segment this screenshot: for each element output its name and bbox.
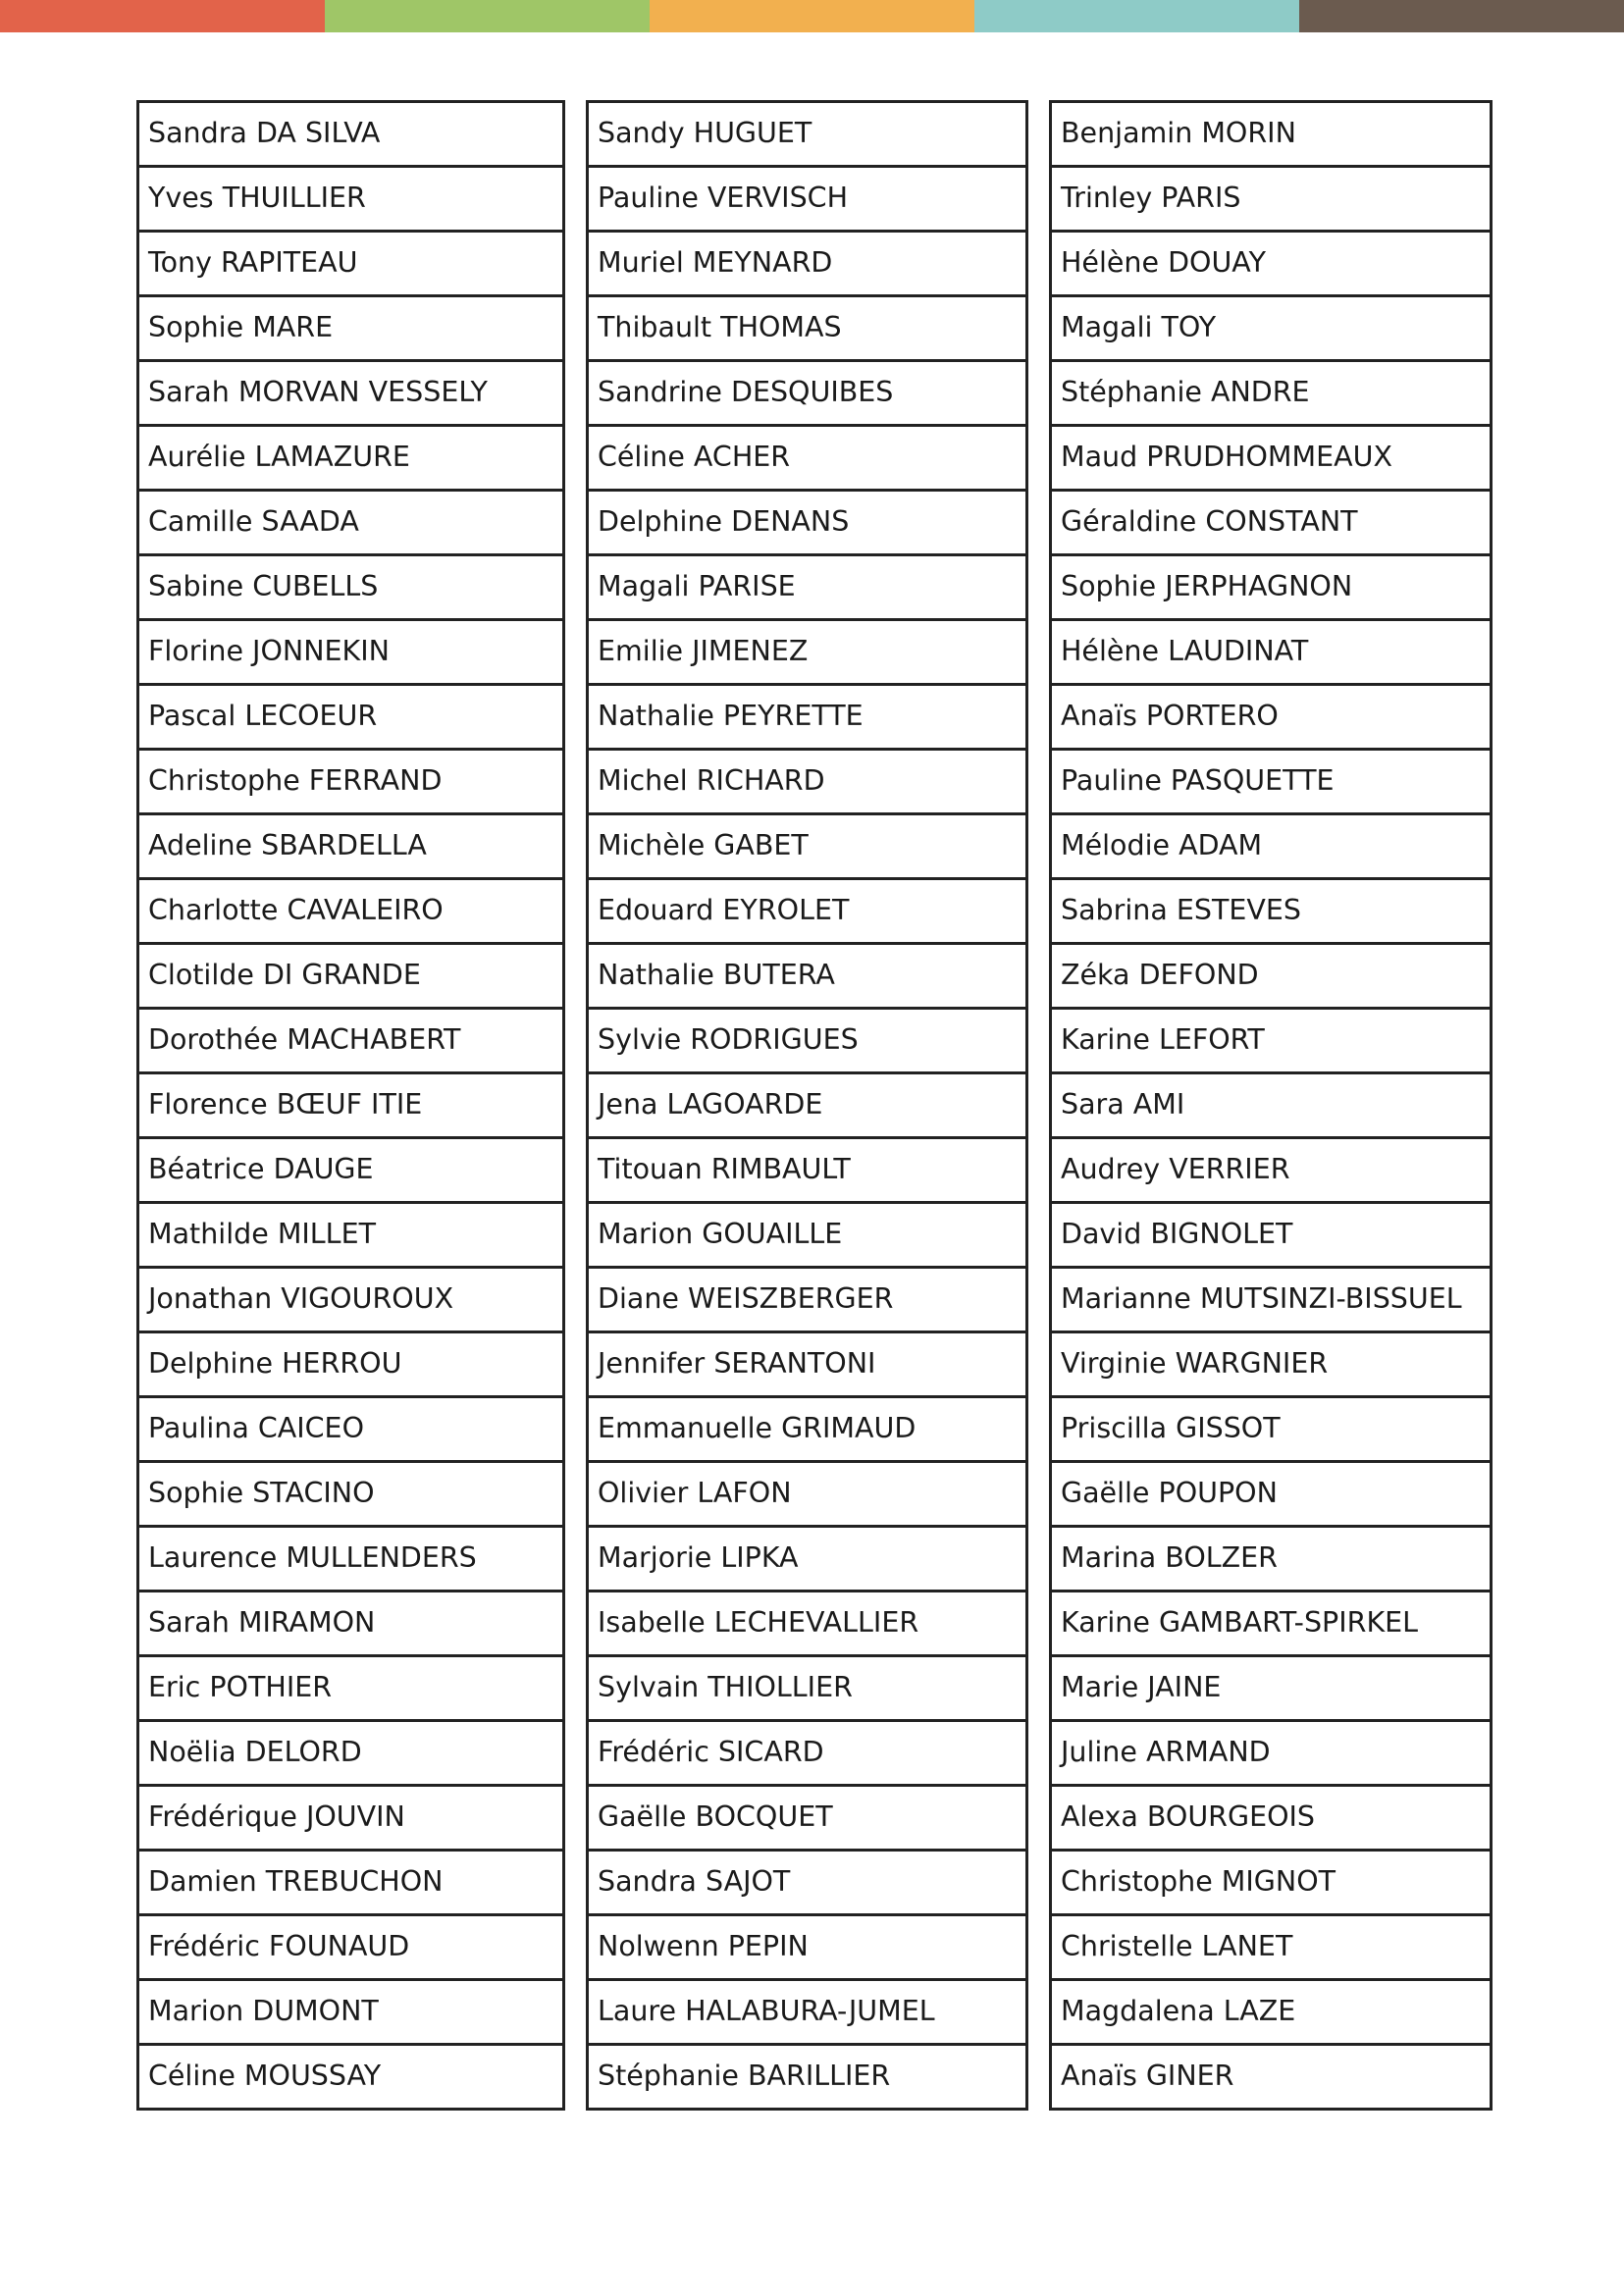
name-cell: Hélène DOUAY bbox=[1051, 232, 1492, 296]
table-row bbox=[1051, 426, 1492, 491]
table-row bbox=[588, 426, 1027, 491]
table-row bbox=[138, 1786, 564, 1851]
color-segment-brown bbox=[1299, 0, 1624, 32]
name-cell: Sylvie RODRIGUES bbox=[588, 1009, 1027, 1073]
table-row bbox=[138, 1332, 564, 1397]
table-row bbox=[1051, 1203, 1492, 1268]
name-cell: Florine JONNEKIN bbox=[138, 620, 564, 685]
table-row bbox=[1051, 620, 1492, 685]
table-row bbox=[138, 1915, 564, 1980]
table-row bbox=[1051, 879, 1492, 944]
name-cell: Frédéric FOUNAUD bbox=[138, 1915, 564, 1980]
name-cell: Isabelle LECHEVALLIER bbox=[588, 1592, 1027, 1656]
name-cell: Gaëlle BOCQUET bbox=[588, 1786, 1027, 1851]
name-cell: Thibault THOMAS bbox=[588, 296, 1027, 361]
table-row bbox=[138, 1851, 564, 1915]
name-cell: Florence BŒUF ITIE bbox=[138, 1073, 564, 1138]
table-row bbox=[138, 685, 564, 750]
name-cell: Titouan RIMBAULT bbox=[588, 1138, 1027, 1203]
table-row bbox=[138, 1203, 564, 1268]
name-cell: Benjamin MORIN bbox=[1051, 102, 1492, 167]
table-row bbox=[588, 750, 1027, 814]
table-row bbox=[588, 1721, 1027, 1786]
name-cell: Yves THUILLIER bbox=[138, 167, 564, 232]
table-row bbox=[1051, 2045, 1492, 2110]
name-cell: Pauline PASQUETTE bbox=[1051, 750, 1492, 814]
name-cell: Muriel MEYNARD bbox=[588, 232, 1027, 296]
table-row bbox=[138, 491, 564, 555]
table-row bbox=[138, 296, 564, 361]
table-row bbox=[1051, 1397, 1492, 1462]
table-row bbox=[588, 232, 1027, 296]
name-cell: Karine GAMBART-SPIRKEL bbox=[1051, 1592, 1492, 1656]
name-cell: Frédérique JOUVIN bbox=[138, 1786, 564, 1851]
name-cell: Sophie JERPHAGNON bbox=[1051, 555, 1492, 620]
name-cell: Gaëlle POUPON bbox=[1051, 1462, 1492, 1527]
name-cell: Magali TOY bbox=[1051, 296, 1492, 361]
name-cell: Sarah MORVAN VESSELY bbox=[138, 361, 564, 426]
name-cell: Géraldine CONSTANT bbox=[1051, 491, 1492, 555]
table-row bbox=[138, 426, 564, 491]
table-row bbox=[1051, 944, 1492, 1009]
name-cell: Sandra DA SILVA bbox=[138, 102, 564, 167]
name-cell: Céline MOUSSAY bbox=[138, 2045, 564, 2110]
table-row bbox=[138, 620, 564, 685]
name-cell: Anaïs GINER bbox=[1051, 2045, 1492, 2110]
name-cell: Laure HALABURA-JUMEL bbox=[588, 1980, 1027, 2045]
color-segment-yellow bbox=[650, 0, 974, 32]
name-cell: Delphine HERROU bbox=[138, 1332, 564, 1397]
name-cell: Tony RAPITEAU bbox=[138, 232, 564, 296]
name-cell: Marjorie LIPKA bbox=[588, 1527, 1027, 1592]
name-cell: Pascal LECOEUR bbox=[138, 685, 564, 750]
table-row bbox=[588, 1656, 1027, 1721]
table-row bbox=[588, 1009, 1027, 1073]
name-cell: Sara AMI bbox=[1051, 1073, 1492, 1138]
name-cell: Jonathan VIGOUROUX bbox=[138, 1268, 564, 1332]
table-row bbox=[588, 2045, 1027, 2110]
name-cell: Jena LAGOARDE bbox=[588, 1073, 1027, 1138]
table-row bbox=[1051, 1073, 1492, 1138]
table-row bbox=[588, 1592, 1027, 1656]
name-cell: Christelle LANET bbox=[1051, 1915, 1492, 1980]
table-row bbox=[588, 491, 1027, 555]
name-cell: Sandra SAJOT bbox=[588, 1851, 1027, 1915]
name-cell: Delphine DENANS bbox=[588, 491, 1027, 555]
table-row bbox=[1051, 1721, 1492, 1786]
name-cell: Sandrine DESQUIBES bbox=[588, 361, 1027, 426]
name-cell: Edouard EYROLET bbox=[588, 879, 1027, 944]
table-row bbox=[1051, 1462, 1492, 1527]
table-row bbox=[138, 814, 564, 879]
name-cell: Michel RICHARD bbox=[588, 750, 1027, 814]
name-column-1 bbox=[136, 100, 565, 2111]
table-row bbox=[1051, 1786, 1492, 1851]
table-row bbox=[588, 944, 1027, 1009]
name-cell: Clotilde DI GRANDE bbox=[138, 944, 564, 1009]
table-row bbox=[588, 1786, 1027, 1851]
table-row bbox=[1051, 296, 1492, 361]
table-row bbox=[1051, 1268, 1492, 1332]
table-row bbox=[1051, 750, 1492, 814]
name-cell: Karine LEFORT bbox=[1051, 1009, 1492, 1073]
name-cell: Céline ACHER bbox=[588, 426, 1027, 491]
table-row bbox=[1051, 1656, 1492, 1721]
table-row bbox=[138, 879, 564, 944]
name-cell: Nathalie PEYRETTE bbox=[588, 685, 1027, 750]
name-cell: Christophe MIGNOT bbox=[1051, 1851, 1492, 1915]
name-cell: Sabine CUBELLS bbox=[138, 555, 564, 620]
name-column-2 bbox=[586, 100, 1028, 2111]
table-row bbox=[588, 1073, 1027, 1138]
name-cell: Michèle GABET bbox=[588, 814, 1027, 879]
table-row bbox=[138, 167, 564, 232]
table-row bbox=[138, 555, 564, 620]
table-row bbox=[138, 1138, 564, 1203]
table-row bbox=[138, 102, 564, 167]
name-cell: Anaïs PORTERO bbox=[1051, 685, 1492, 750]
table-row bbox=[1051, 491, 1492, 555]
table-row bbox=[138, 361, 564, 426]
name-cell: Aurélie LAMAZURE bbox=[138, 426, 564, 491]
name-cell: David BIGNOLET bbox=[1051, 1203, 1492, 1268]
table-row bbox=[588, 1915, 1027, 1980]
name-cell: Magdalena LAZE bbox=[1051, 1980, 1492, 2045]
name-cell: Maud PRUDHOMMEAUX bbox=[1051, 426, 1492, 491]
table-row bbox=[1051, 1592, 1492, 1656]
table-row bbox=[1051, 555, 1492, 620]
top-color-bar bbox=[0, 0, 1624, 32]
table-row bbox=[588, 555, 1027, 620]
table-row bbox=[1051, 1980, 1492, 2045]
name-cell: Sarah MIRAMON bbox=[138, 1592, 564, 1656]
name-cell: Emmanuelle GRIMAUD bbox=[588, 1397, 1027, 1462]
name-cell: Sandy HUGUET bbox=[588, 102, 1027, 167]
name-cell: Marion DUMONT bbox=[138, 1980, 564, 2045]
table-row bbox=[588, 361, 1027, 426]
name-cell: Sophie MARE bbox=[138, 296, 564, 361]
table-row bbox=[138, 2045, 564, 2110]
name-cell: Stéphanie BARILLIER bbox=[588, 2045, 1027, 2110]
table-row bbox=[588, 1332, 1027, 1397]
table-row bbox=[588, 620, 1027, 685]
name-cell: Sabrina ESTEVES bbox=[1051, 879, 1492, 944]
table-row bbox=[138, 232, 564, 296]
name-cell: Paulina CAICEO bbox=[138, 1397, 564, 1462]
name-cell: Priscilla GISSOT bbox=[1051, 1397, 1492, 1462]
table-row bbox=[1051, 814, 1492, 879]
table-row bbox=[588, 102, 1027, 167]
name-cell: Camille SAADA bbox=[138, 491, 564, 555]
name-cell: Damien TREBUCHON bbox=[138, 1851, 564, 1915]
name-cell: Nolwenn PEPIN bbox=[588, 1915, 1027, 1980]
name-cell: Marion GOUAILLE bbox=[588, 1203, 1027, 1268]
table-row bbox=[588, 1268, 1027, 1332]
table-row bbox=[588, 296, 1027, 361]
table-row bbox=[138, 1462, 564, 1527]
name-cell: Juline ARMAND bbox=[1051, 1721, 1492, 1786]
table-row bbox=[588, 1851, 1027, 1915]
name-cell: Marie JAINE bbox=[1051, 1656, 1492, 1721]
table-row bbox=[1051, 232, 1492, 296]
name-cell: Trinley PARIS bbox=[1051, 167, 1492, 232]
table-row bbox=[138, 1268, 564, 1332]
table-row bbox=[138, 1073, 564, 1138]
table-row bbox=[588, 1203, 1027, 1268]
name-cell: Zéka DEFOND bbox=[1051, 944, 1492, 1009]
name-cell: Pauline VERVISCH bbox=[588, 167, 1027, 232]
name-cell: Emilie JIMENEZ bbox=[588, 620, 1027, 685]
table-row bbox=[588, 1397, 1027, 1462]
name-cell: Charlotte CAVALEIRO bbox=[138, 879, 564, 944]
color-segment-orange bbox=[0, 0, 325, 32]
table-row bbox=[588, 879, 1027, 944]
name-column-3 bbox=[1049, 100, 1493, 2111]
table-row bbox=[138, 944, 564, 1009]
name-cell: Mélodie ADAM bbox=[1051, 814, 1492, 879]
table-row bbox=[1051, 1915, 1492, 1980]
table-row bbox=[588, 685, 1027, 750]
table-row bbox=[1051, 1332, 1492, 1397]
name-cell: Olivier LAFON bbox=[588, 1462, 1027, 1527]
table-row bbox=[138, 1656, 564, 1721]
table-row bbox=[1051, 1527, 1492, 1592]
table-row bbox=[1051, 1009, 1492, 1073]
name-cell: Mathilde MILLET bbox=[138, 1203, 564, 1268]
color-segment-green bbox=[325, 0, 650, 32]
table-row bbox=[1051, 102, 1492, 167]
name-cell: Adeline SBARDELLA bbox=[138, 814, 564, 879]
name-cell: Hélène LAUDINAT bbox=[1051, 620, 1492, 685]
name-cell: Nathalie BUTERA bbox=[588, 944, 1027, 1009]
table-row bbox=[138, 1592, 564, 1656]
name-cell: Noëlia DELORD bbox=[138, 1721, 564, 1786]
table-row bbox=[138, 1009, 564, 1073]
table-row bbox=[1051, 361, 1492, 426]
name-cell: Dorothée MACHABERT bbox=[138, 1009, 564, 1073]
table-row bbox=[138, 1721, 564, 1786]
table-row bbox=[138, 1527, 564, 1592]
table-row bbox=[588, 1462, 1027, 1527]
name-cell: Jennifer SERANTONI bbox=[588, 1332, 1027, 1397]
color-segment-teal bbox=[974, 0, 1299, 32]
name-cell: Sophie STACINO bbox=[138, 1462, 564, 1527]
table-row bbox=[588, 167, 1027, 232]
name-cell: Alexa BOURGEOIS bbox=[1051, 1786, 1492, 1851]
name-cell: Laurence MULLENDERS bbox=[138, 1527, 564, 1592]
name-cell: Sylvain THIOLLIER bbox=[588, 1656, 1027, 1721]
table-row bbox=[588, 1980, 1027, 2045]
name-cell: Christophe FERRAND bbox=[138, 750, 564, 814]
name-cell: Audrey VERRIER bbox=[1051, 1138, 1492, 1203]
table-row bbox=[588, 1527, 1027, 1592]
table-row bbox=[1051, 1138, 1492, 1203]
table-row bbox=[588, 814, 1027, 879]
name-cell: Magali PARISE bbox=[588, 555, 1027, 620]
table-row bbox=[588, 1138, 1027, 1203]
name-cell: Béatrice DAUGE bbox=[138, 1138, 564, 1203]
table-row bbox=[1051, 1851, 1492, 1915]
table-row bbox=[1051, 167, 1492, 232]
name-cell: Diane WEISZBERGER bbox=[588, 1268, 1027, 1332]
name-cell: Marianne MUTSINZI-BISSUEL bbox=[1051, 1268, 1492, 1332]
name-cell: Frédéric SICARD bbox=[588, 1721, 1027, 1786]
table-row bbox=[138, 750, 564, 814]
name-cell: Marina BOLZER bbox=[1051, 1527, 1492, 1592]
table-row bbox=[138, 1397, 564, 1462]
name-cell: Virginie WARGNIER bbox=[1051, 1332, 1492, 1397]
table-row bbox=[138, 1980, 564, 2045]
name-cell: Stéphanie ANDRE bbox=[1051, 361, 1492, 426]
name-cell: Eric POTHIER bbox=[138, 1656, 564, 1721]
table-row bbox=[1051, 685, 1492, 750]
